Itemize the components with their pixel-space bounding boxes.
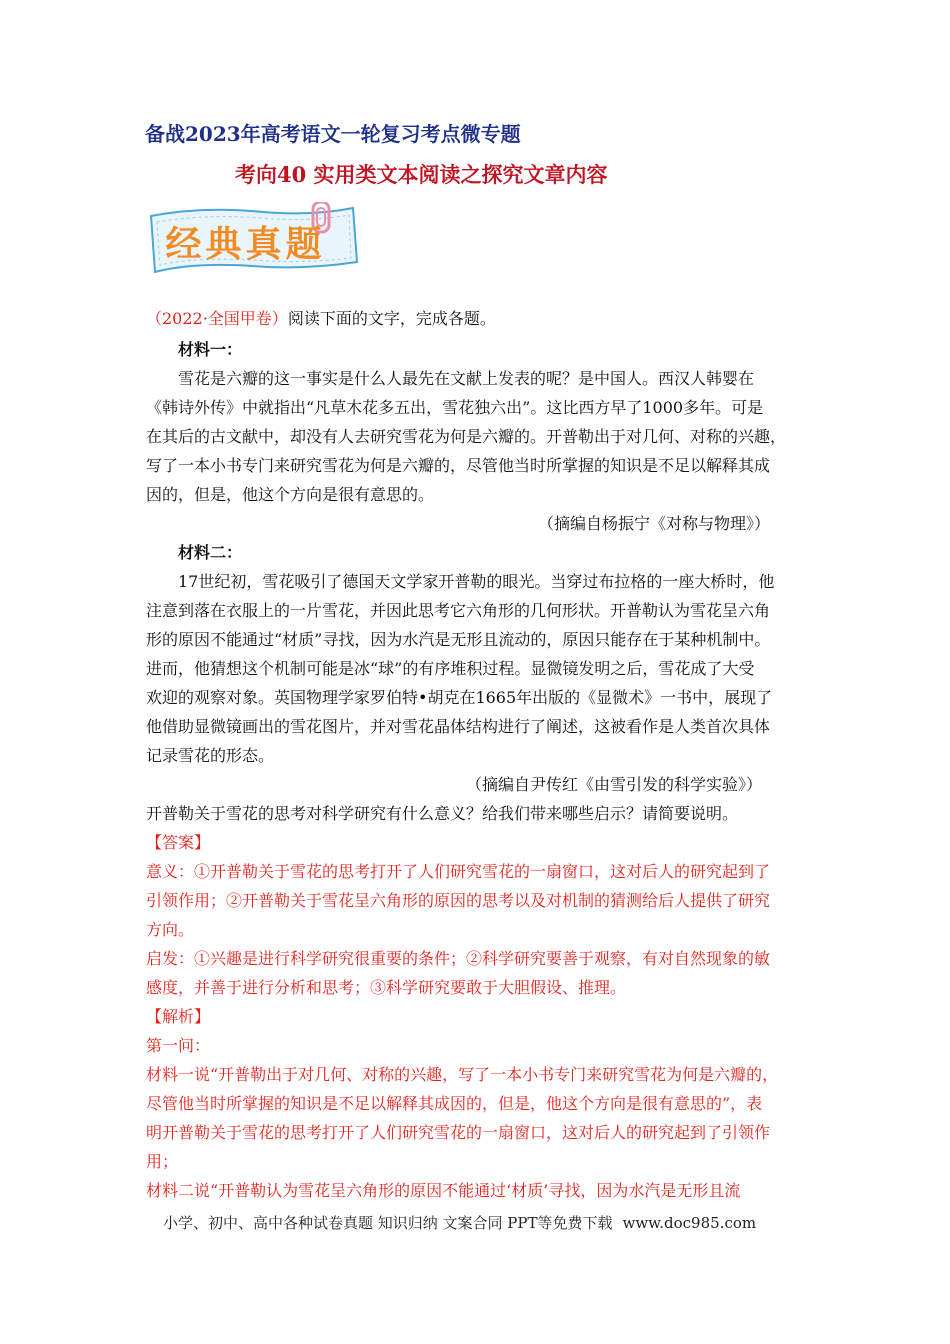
analysis-line: 材料二说“开普勒认为雪花呈六角形的原因不能通过‘材质’寻找，因为水汽是无形且流 <box>146 1181 741 1200</box>
material1-line: 《韩诗外传》中就指出“凡草木花多五出，雪花独六出”。这比西方早了1000多年。可是 <box>146 398 764 417</box>
section-badge <box>143 202 365 278</box>
material2-citation: （摘编自尹传红《由雪引发的科学实验》） <box>466 775 763 794</box>
material1-line: 因的，但是，他这个方向是很有意思的。 <box>146 485 435 504</box>
material2-line: 他借助显微镜画出的雪花图片，并对雪花晶体结构进行了阐述，这被看作是人类首次具体 <box>146 717 771 736</box>
document-subtitle: 考向40 实用类文本阅读之探究文章内容 <box>235 162 608 187</box>
document-title: 备战2023年高考语文一轮复习考点微专题 <box>145 122 521 146</box>
footer-text: 小学、初中、高中各种试卷真题 知识归纳 文案合同 PPT等免费下载 <box>163 1214 613 1232</box>
question-instruction: 阅读下面的文字，完成各题。 <box>287 309 496 328</box>
answer-line: 感度，并善于进行分析和思考；③科学研究要敢于大胆假设、推理。 <box>146 978 627 997</box>
material2-line: 17世纪初，雪花吸引了德国天文学家开普勒的眼光。当穿过布拉格的一座大桥时，他 <box>178 572 775 591</box>
answer-label: 【答案】 <box>146 833 211 852</box>
answer-line: 引领作用；②开普勒关于雪花呈六角形的原因的思考以及对机制的猜测给后人提供了研究 <box>146 891 771 910</box>
question-prompt: 开普勒关于雪花的思考对科学研究有什么意义？给我们带来哪些启示？请简要说明。 <box>146 804 739 823</box>
answer-line: 方向。 <box>146 920 195 939</box>
material1-citation: （摘编自杨振宁《对称与物理》） <box>538 514 771 533</box>
material2-line: 进而，他猜想这个机制可能是冰“球”的有序堆积过程。显微镜发明之后，雪花成了大受 <box>146 659 755 678</box>
material1-line: 雪花是六瓣的这一事实是什么人最先在文献上发表的呢？是中国人。西汉人韩婴在 <box>178 369 755 388</box>
question-source: （2022·全国甲卷） <box>146 309 288 328</box>
material1-line: 在其后的古文献中，却没有人去研究雪花为何是六瓣的。开普勒出于对几何、对称的兴趣， <box>146 427 787 446</box>
page-footer <box>163 1212 756 1233</box>
analysis-label: 【解析】 <box>146 1007 211 1026</box>
material2-line: 记录雪花的形态。 <box>146 746 275 765</box>
analysis-line: 用； <box>146 1152 179 1171</box>
material2-line: 注意到落在衣服上的一片雪花，并因此思考它六角形的几何形状。开普勒认为雪花呈六角 <box>146 601 771 620</box>
answer-line: 启发：①兴趣是进行科学研究很重要的条件；②科学研究要善于观察，有对自然现象的敏 <box>146 949 771 968</box>
material1-line: 写了一本小书专门来研究雪花为何是六瓣的，尽管他当时所掌握的知识是不足以解释其成 <box>146 456 771 475</box>
question-intro <box>146 304 496 333</box>
badge-label: 经典真题 <box>165 224 326 265</box>
material1-heading: 材料一： <box>178 340 243 359</box>
analysis-line: 尽管他当时所掌握的知识是不足以解释其成因的，但是，他这个方向是很有意思的”，表 <box>146 1094 763 1113</box>
material2-line: 形的原因不能通过“材质”寻找，因为水汽是无形且流动的，原因只能存在于某种机制中。 <box>146 630 771 649</box>
analysis-line: 明开普勒关于雪花的思考打开了人们研究雪花的一扇窗口，这对后人的研究起到了引领作 <box>146 1123 771 1142</box>
answer-line: 意义：①开普勒关于雪花的思考打开了人们研究雪花的一扇窗口，这对后人的研究起到了 <box>146 862 771 881</box>
analysis-line: 材料一说“开普勒出于对几何、对称的兴趣，写了一本小书专门来研究雪花为何是六瓣的， <box>146 1065 779 1084</box>
material2-heading: 材料二： <box>178 543 243 562</box>
material2-line: 欢迎的观察对象。英国物理学家罗伯特•胡克在1665年出版的《显微术》一书中，展现了 <box>146 688 773 707</box>
analysis-line: 第一问： <box>146 1036 211 1055</box>
footer-url[interactable]: www.doc985.com <box>622 1214 757 1232</box>
